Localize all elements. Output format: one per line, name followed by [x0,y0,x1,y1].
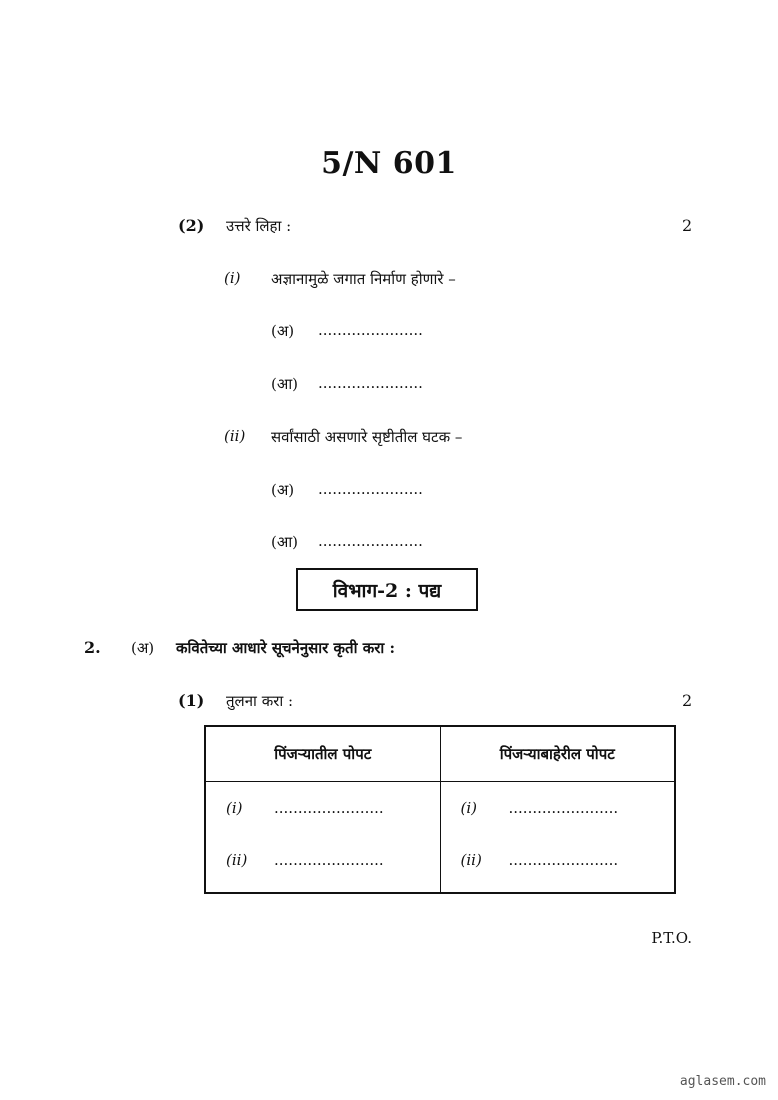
item-roman: (ii) [224,427,246,445]
table-cell [440,782,675,894]
question-part: (अ) [131,639,155,657]
answer-blank: ....................... [274,799,384,817]
table-row [441,782,675,834]
comparison-table [204,725,676,894]
question-marks: 2 [682,216,693,235]
subquestion-instruction: तुलना करा : [226,692,294,710]
question-instruction: उत्तरे लिहा : [226,217,292,235]
sub-label: (अ) [271,481,295,499]
answer-blank: ...................... [318,321,423,339]
question-number: (2) [178,216,205,235]
table-row [206,782,440,834]
sub-label: (आ) [271,375,299,393]
table-cell [205,782,440,894]
table-row [441,834,675,886]
sub-label: (आ) [271,533,299,551]
table-header: पिंजऱ्याबाहेरील पोपट [440,726,675,782]
subquestion-marks: 2 [682,691,693,710]
row-roman: (i) [226,799,243,817]
answer-blank: ....................... [508,799,619,817]
section-title: विभाग-2 : पद्य [332,579,442,602]
subquestion-number: (1) [178,691,205,710]
please-turn-over: P.T.O. [651,929,692,947]
row-roman: (i) [460,799,478,817]
table-row [206,834,440,886]
question-number: 2. [84,638,101,657]
sub-label: (अ) [271,322,295,340]
section-heading [296,568,478,611]
row-roman: (ii) [460,851,482,869]
watermark: aglasem.com [679,1074,766,1089]
item-text: अज्ञानामुळे जगात निर्माण होणारे – [271,270,456,288]
answer-blank: ...................... [318,374,423,392]
answer-blank: ...................... [318,480,423,498]
table-header: पिंजऱ्यातील पोपट [205,726,440,782]
item-roman: (i) [224,269,241,287]
answer-blank: ...................... [318,532,423,550]
answer-blank: ....................... [508,851,619,869]
item-text: सर्वांसाठी असणारे सृष्टीतील घटक – [271,428,463,446]
question-instruction: कवितेच्या आधारे सूचनेनुसार कृती करा : [176,639,396,657]
row-roman: (ii) [226,851,248,869]
answer-blank: ....................... [274,851,384,869]
paper-code: 5/N 601 [321,146,457,181]
